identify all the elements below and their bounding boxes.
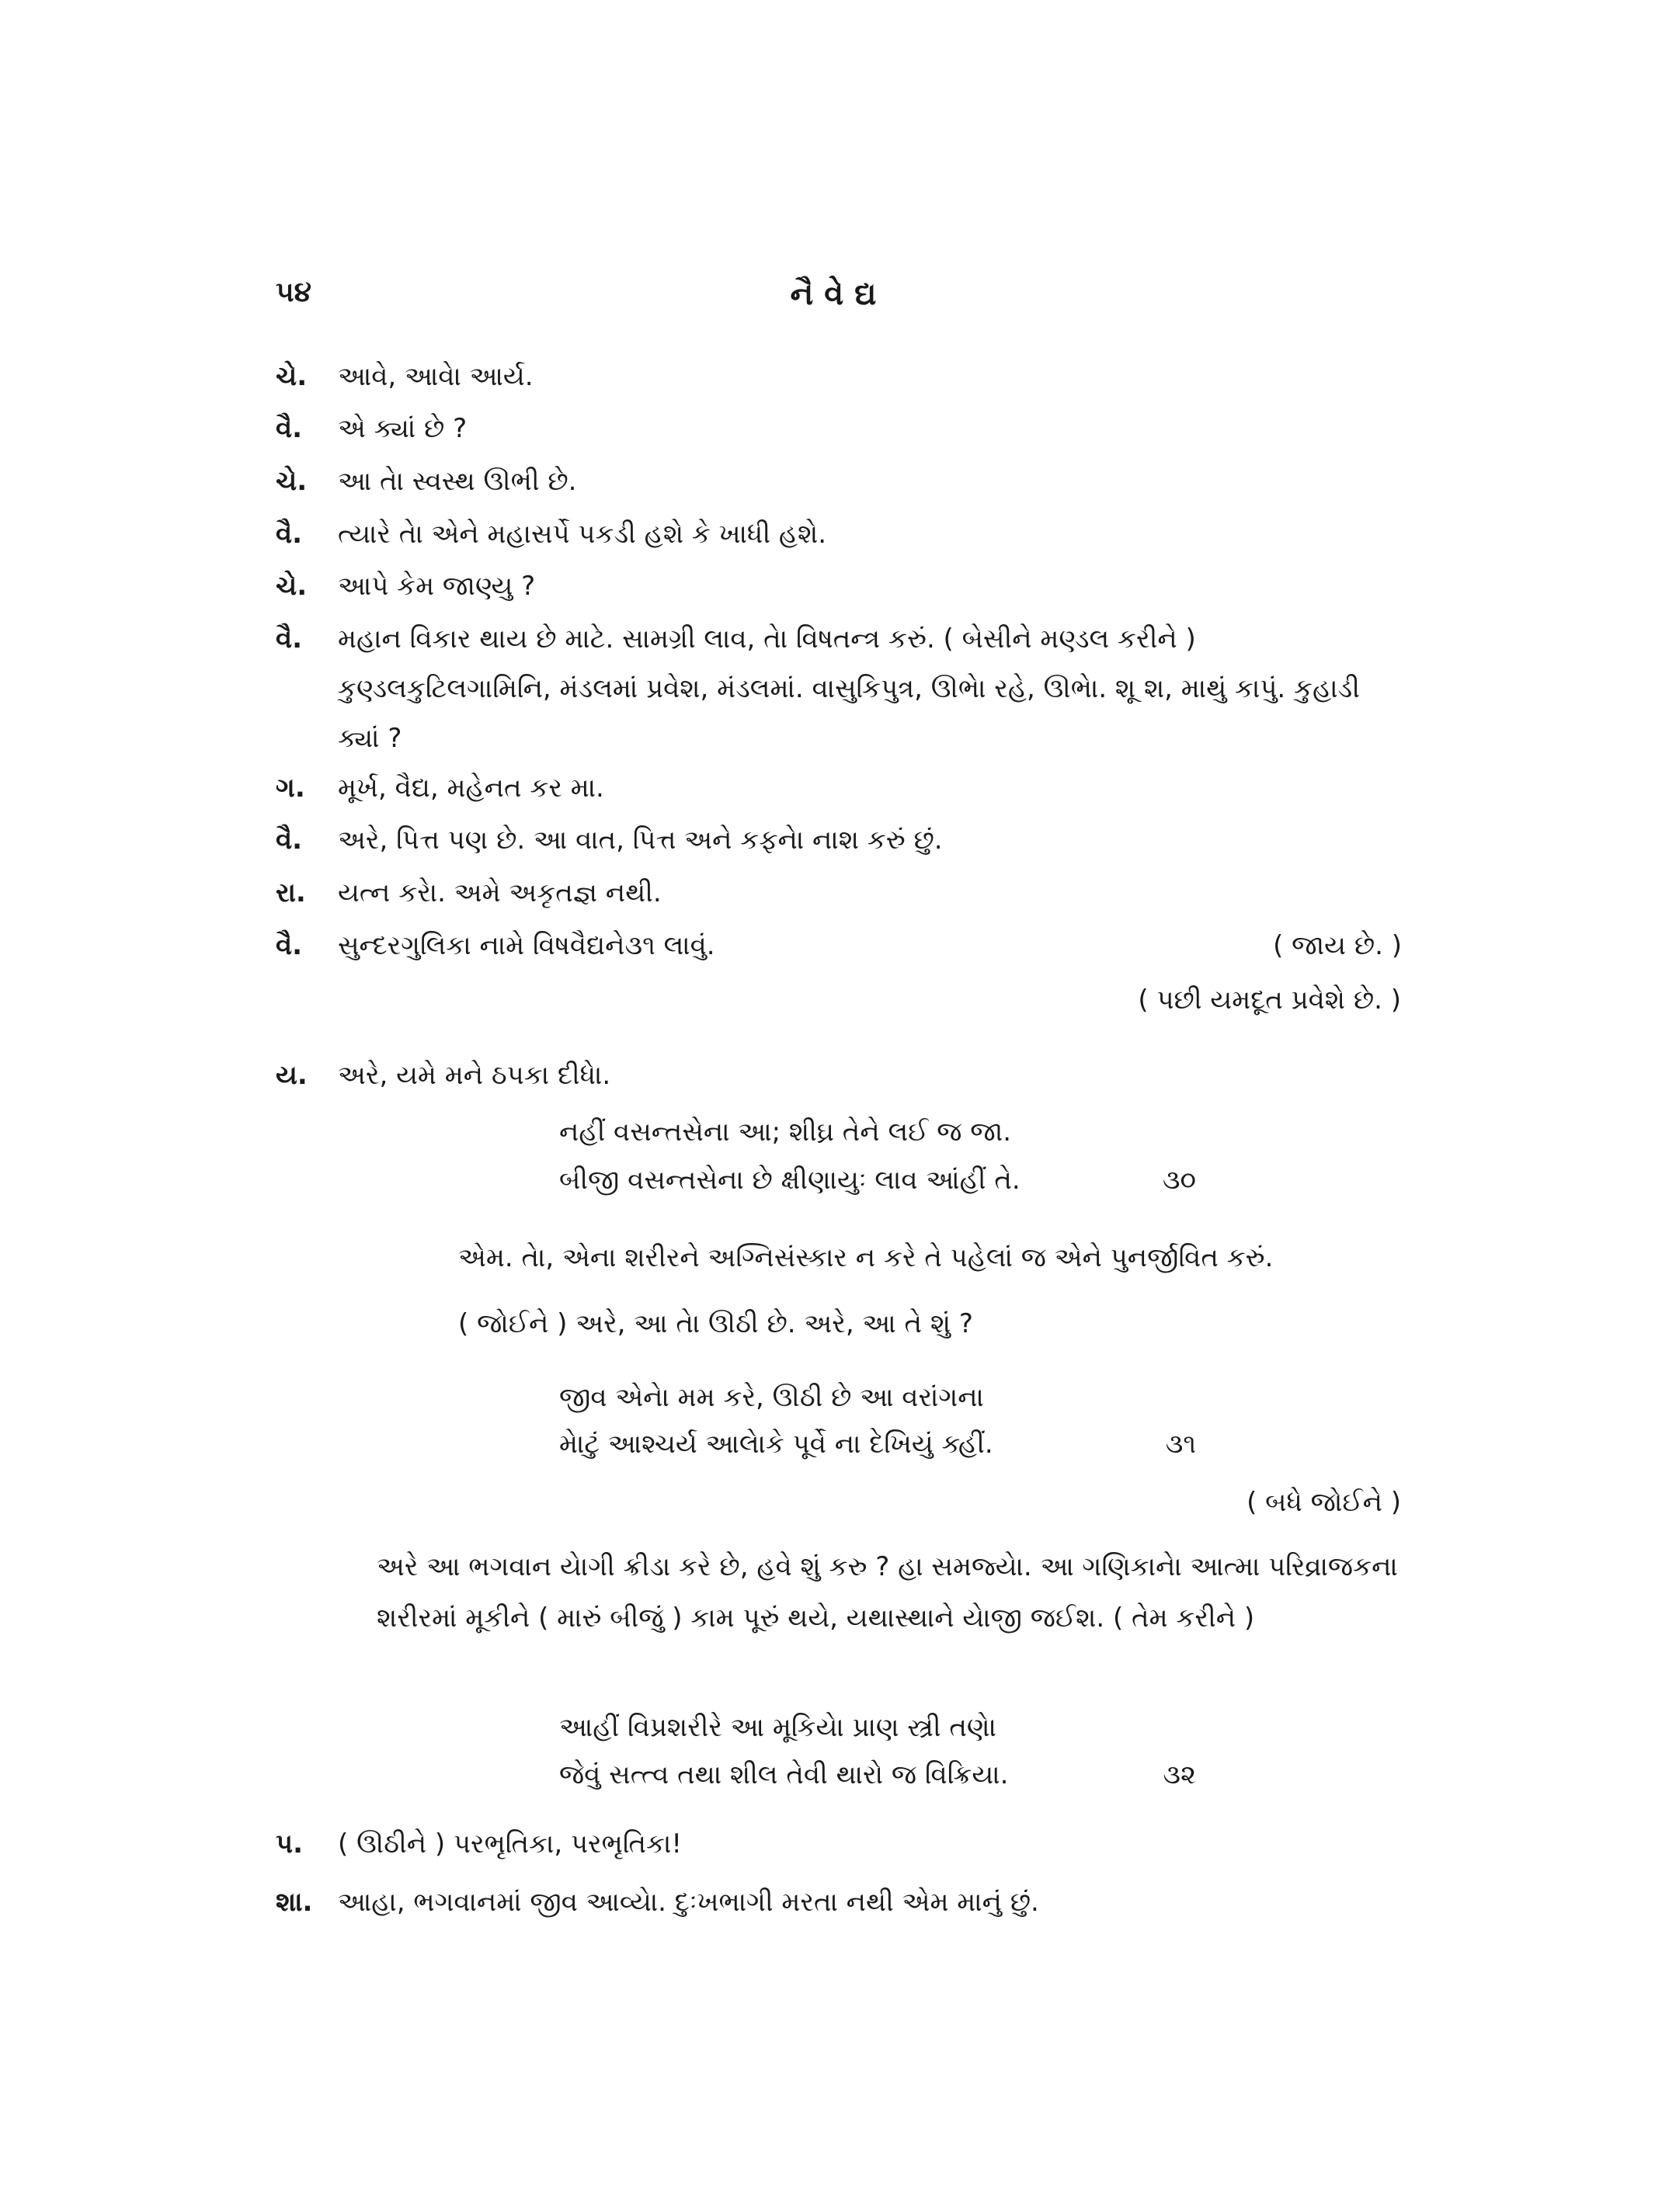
stage-direction: ( પછી યમદૂત પ્રવેશે છે. ) xyxy=(1138,984,1401,1016)
verse-number: ૩૧ xyxy=(1165,1429,1196,1460)
verse-line: નહીં વસન્તસેના આ; શીઘ્ર તેને લઈ જ જા. xyxy=(559,1116,1012,1148)
speaker-label: વૈ. xyxy=(276,930,303,961)
stage-aside: ( જાય છે. ) xyxy=(1273,930,1402,961)
page-header xyxy=(276,276,1402,315)
speaker-label: ચે. xyxy=(276,571,308,602)
speaker-label: વૈ. xyxy=(276,623,303,655)
verse-line: આહીં વિપ્રશરીરે આ મૂકિયેા પ્રાણ સ્ત્રી તણેા xyxy=(559,1712,996,1743)
speaker-label: શા. xyxy=(276,1887,313,1918)
verse-line: જીવ એનેા મમ કરે, ઊઠી છે આ વરાંગના xyxy=(559,1382,984,1413)
dialogue-text: આ તેા સ્વસ્થ ઊભી છે. xyxy=(338,466,577,497)
dialogue-text: અરે, યમે મને ઠપકા દીધેા. xyxy=(338,1060,611,1091)
verse-text: જેવું સત્ત્વ તથા શીલ તેવી થારો જ વિક્રિયા. xyxy=(559,1759,1009,1790)
dialogue-text: મૂર્ખ, વૈદ્ય, મહેનત કર મા. xyxy=(338,773,604,804)
prose-paragraph: અરે આ ભગવાન યેાગી ક્રીડા કરે છે, હવે શું કરુ ? હા સમજ્યેા. આ ગણિકાનેા આત્મા પરિવ્રાજકના શરીરમાં મૂકીને ( મારું બીજું ) કામ પૂરું થયે, યથાસ્થાને યેાજી જઈશ. ( તેમ કરીને ) xyxy=(377,1551,1398,1634)
speaker-label: વૈ. xyxy=(276,825,303,856)
verse-text: બીજી વસન્તસેના છે ક્ષીણાયુઃ લાવ આંહીં તે. xyxy=(559,1165,1021,1196)
speaker-label: ચે. xyxy=(276,361,308,392)
dialogue-text: આવે, આવેા આર્ય. xyxy=(338,361,534,392)
prose-line: ( જોઈને ) અરે, આ તેા ઊઠી છે. અરે, આ તે શું ? xyxy=(458,1308,973,1339)
page-number: ૫૪ xyxy=(276,276,311,308)
verse-line xyxy=(559,1421,1196,1467)
speaker-label: ગ. xyxy=(276,773,305,804)
speaker-label: ય. xyxy=(276,1060,308,1091)
verse-line xyxy=(559,1157,1196,1203)
dialogue-text: સુન્દરગુલિકા નામે વિષવૈદ્યને૩૧ લાવું. xyxy=(338,930,715,961)
verse-number: ૩૨ xyxy=(1163,1759,1196,1790)
running-title: નૈવેદ્ય xyxy=(790,276,888,312)
dialogue-text: અરે, પિત્ત પણ છે. આ વાત, પિત્ત અને કફનેા નાશ કરું છું. xyxy=(338,825,943,856)
speaker-label: વૈ. xyxy=(276,413,303,444)
dialogue-text: એ ક્યાં છે ? xyxy=(338,413,468,444)
prose-line: એમ. તેા, એના શરીરને અગ્નિસંસ્કાર ન કરે તે પહેલાં જ એને પુનર્જીવિત કરું. xyxy=(458,1242,1274,1273)
stage-direction: ( બધે જોઈને ) xyxy=(1247,1487,1401,1518)
speaker-label: પ. xyxy=(276,1828,303,1860)
dialogue-text: ત્યારે તેા એને મહાસર્પે પકડી હશે કે ખાધી હશે. xyxy=(338,519,827,550)
speaker-label: વૈ. xyxy=(276,519,303,550)
dialogue-text: આહા, ભગવાનમાં જીવ આવ્યેા. દુઃખભાગી મરતા નથી એમ માનું છું. xyxy=(338,1887,1039,1918)
dialogue-text: આપે કેમ જાણ્યુ ? xyxy=(338,571,536,602)
dialogue-text-wrapped: મહાન વિકાર થાય છે માટે. સામગ્રી લાવ, તેા વિષતન્ત્ર કરું. ( બેસીને મણ્ડલ કરીને ) કુણ્ડલકુટિલગામિનિ, મંડલમાં પ્રવેશ, મંડલમાં. વાસુકિપુત્ર, ઊભેા રહે, ઊભેા. શૂ શ, માથું કાપું. કુહાડી ક્યાં ? xyxy=(338,623,1360,754)
verse-line xyxy=(559,1752,1196,1798)
speaker-label: રા. xyxy=(276,877,306,908)
verse-text: મેાટું આશ્ચર્ય આલેાકે પૂર્વે ના દેખિયું ક્હીં. xyxy=(559,1429,993,1460)
verse-number: ૩૦ xyxy=(1162,1165,1196,1196)
dialogue-text: યત્ન કરેા. અમે અકૃતજ્ઞ નથી. xyxy=(338,877,662,908)
dialogue-text: ( ઊઠીને ) પરભૃતિકા, પરભૃતિકા! xyxy=(338,1828,683,1860)
speaker-label: ચે. xyxy=(276,466,308,497)
